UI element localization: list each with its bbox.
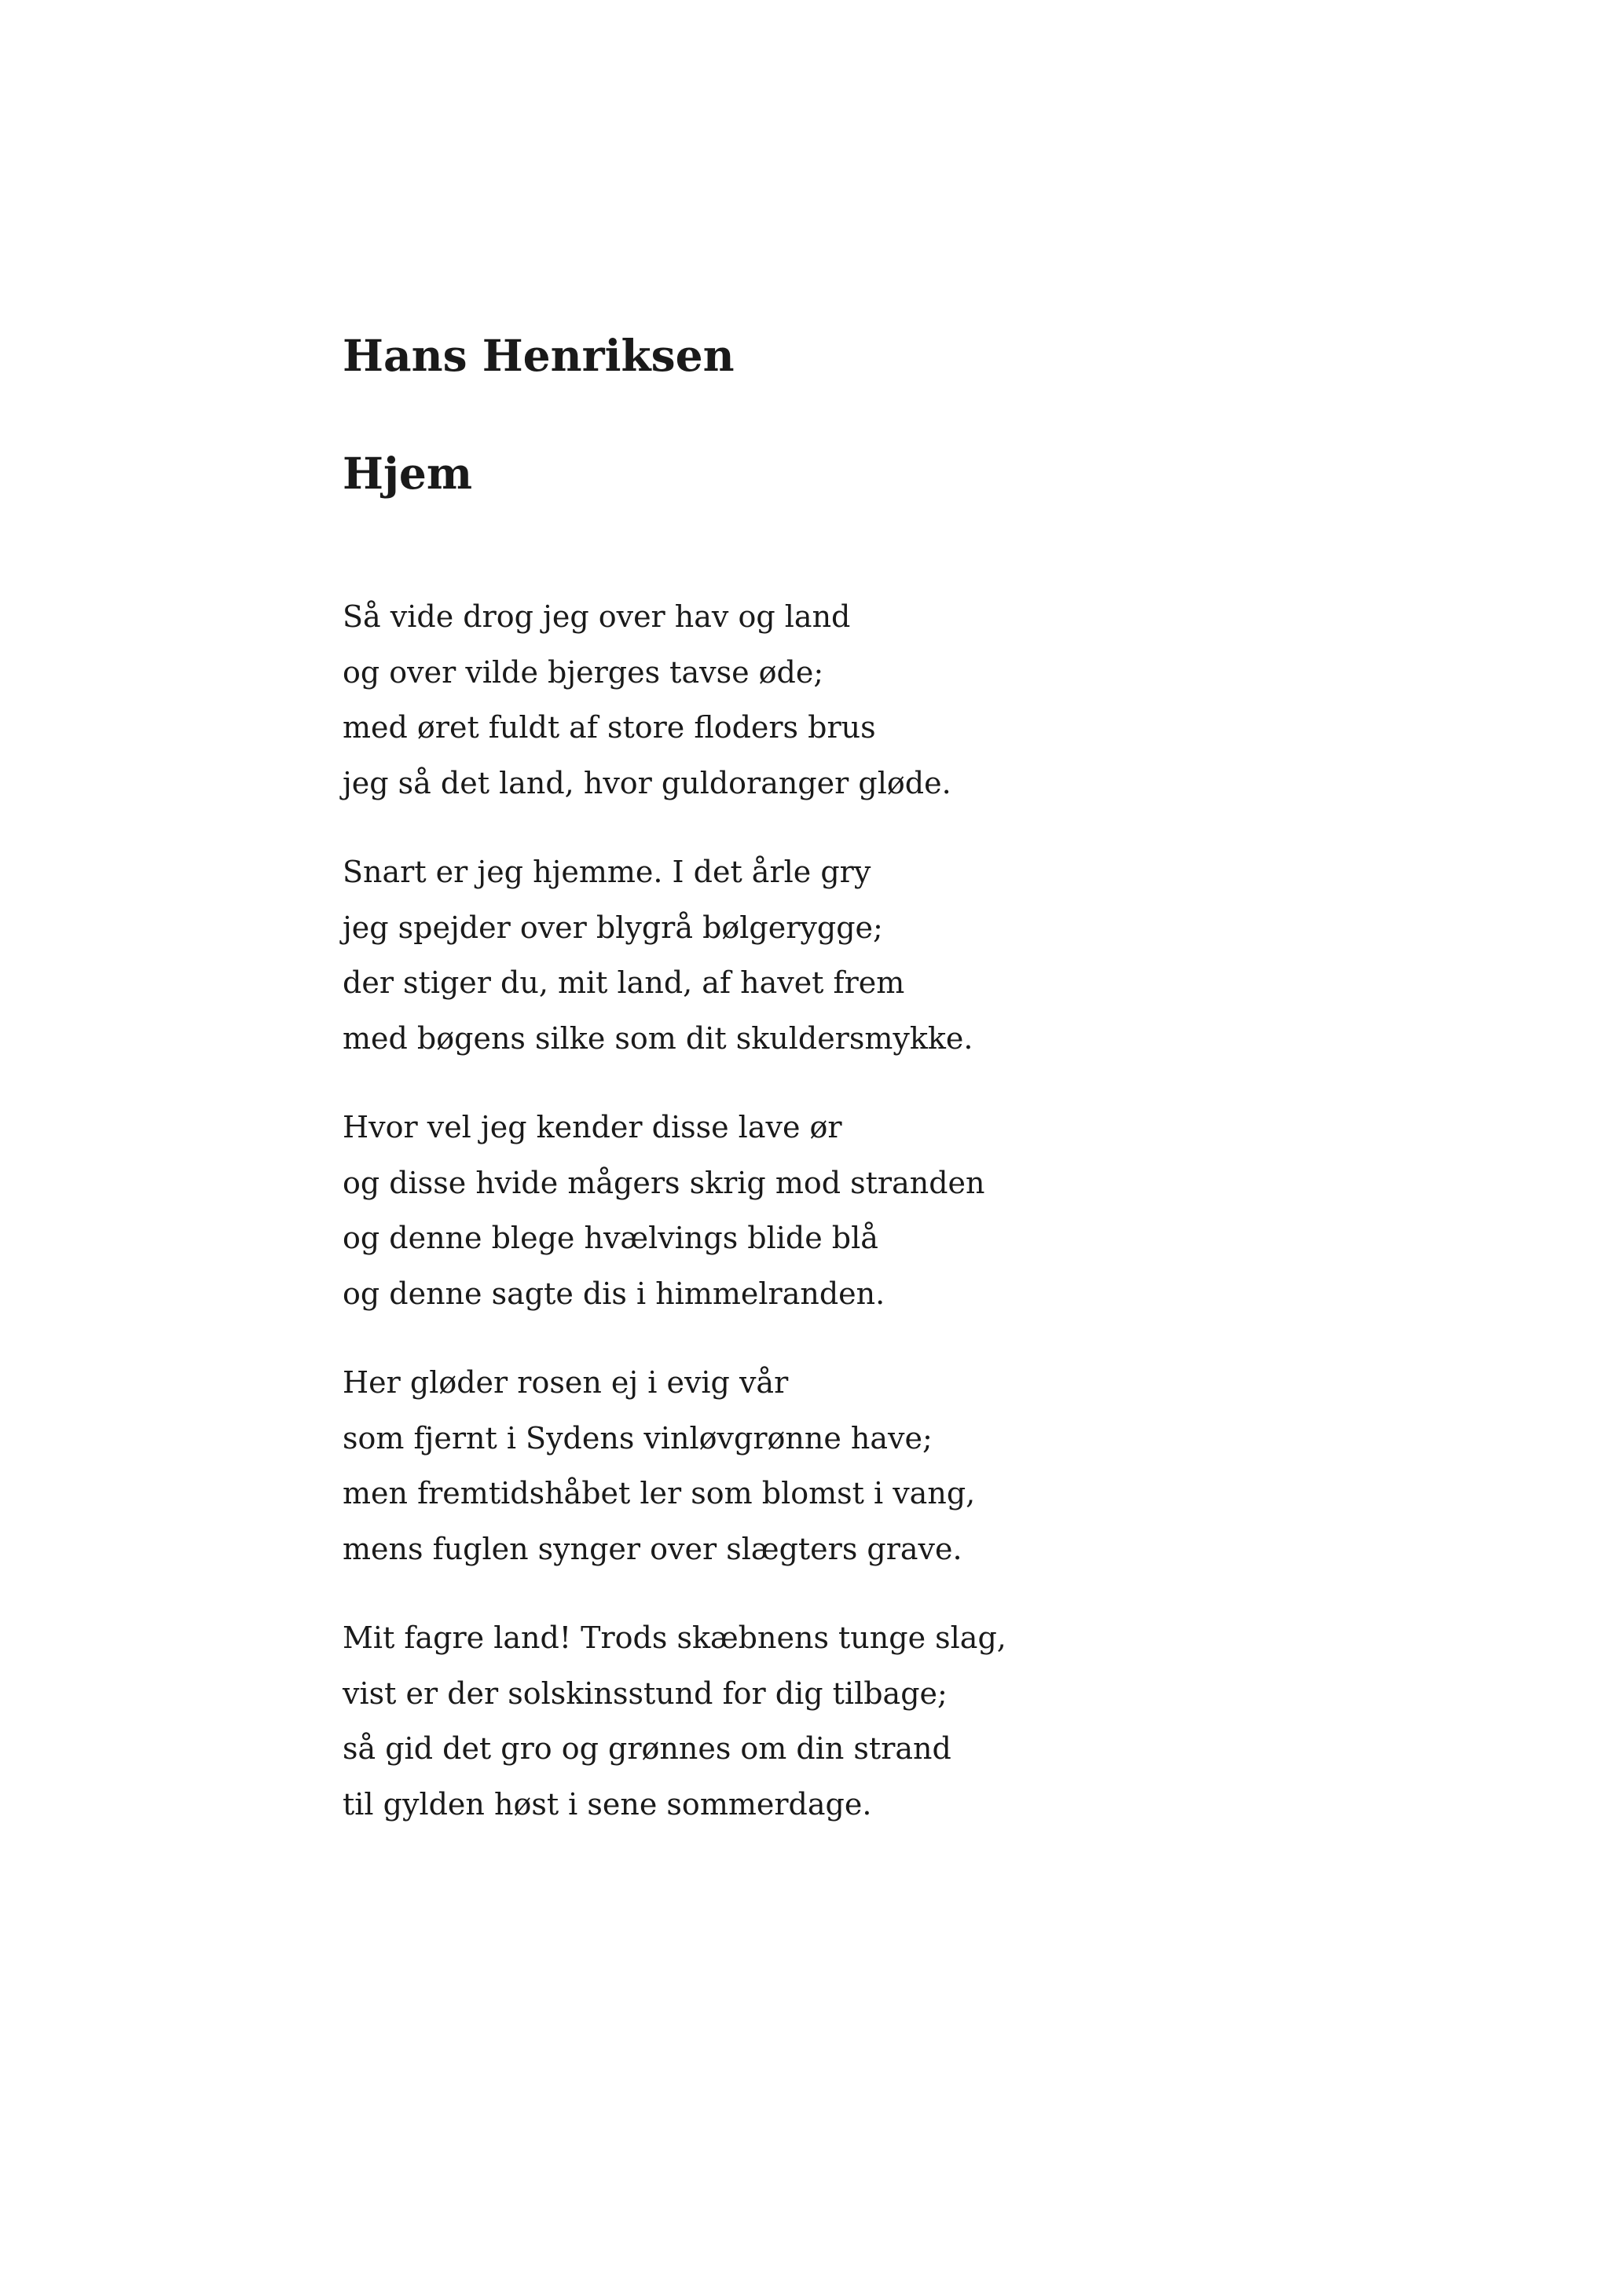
poem-line: jeg spejder over blygrå bølgerygge;: [343, 910, 883, 945]
poem-title: Hjem: [343, 448, 473, 499]
poem-line: Mit fagre land! Trods skæbnens tunge slag,: [343, 1620, 1006, 1655]
stanza-3: [343, 1100, 1006, 1321]
poem-line: men fremtidshåbet ler som blomst i vang,: [343, 1476, 976, 1511]
poem-line: der stiger du, mit land, af havet frem: [343, 965, 905, 1000]
poem-line: Hvor vel jeg kender disse lave ør: [343, 1110, 842, 1144]
poem-line: mens fuglen synger over slægters grave.: [343, 1531, 962, 1566]
poem-line: og disse hvide mågers skrig mod stranden: [343, 1165, 985, 1200]
poem-line: og denne sagte dis i himmelranden.: [343, 1276, 885, 1311]
poem-line: og denne blege hvælvings blide blå: [343, 1221, 878, 1255]
poem-line: med bøgens silke som dit skuldersmykke.: [343, 1020, 973, 1056]
poem-line: og over vilde bjerges tavse øde;: [343, 654, 824, 690]
author-heading: Hans Henriksen: [343, 330, 735, 381]
stanza-1: [343, 589, 1006, 811]
poem-line: med øret fuldt af store floders brus: [343, 710, 876, 745]
poem-line: så gid det gro og grønnes om din strand: [343, 1731, 951, 1766]
stanza-5: [343, 1610, 1006, 1832]
poem-line: som fjernt i Sydens vinløvgrønne have;: [343, 1420, 933, 1456]
stanza-2: [343, 844, 1006, 1066]
poem-line: Så vide drog jeg over hav og land: [343, 599, 851, 634]
poem-line: til gylden høst i sene sommerdage.: [343, 1786, 872, 1822]
poem-body: [343, 589, 1006, 1866]
stanza-4: [343, 1355, 1006, 1576]
poem-line: jeg så det land, hvor guldoranger gløde.: [343, 765, 951, 800]
poem-line: Snart er jeg hjemme. I det årle gry: [343, 855, 871, 889]
poem-line: vist er der solskinsstund for dig tilbage;: [343, 1675, 948, 1711]
poem-line: Her gløder rosen ej i evig vår: [343, 1365, 789, 1400]
